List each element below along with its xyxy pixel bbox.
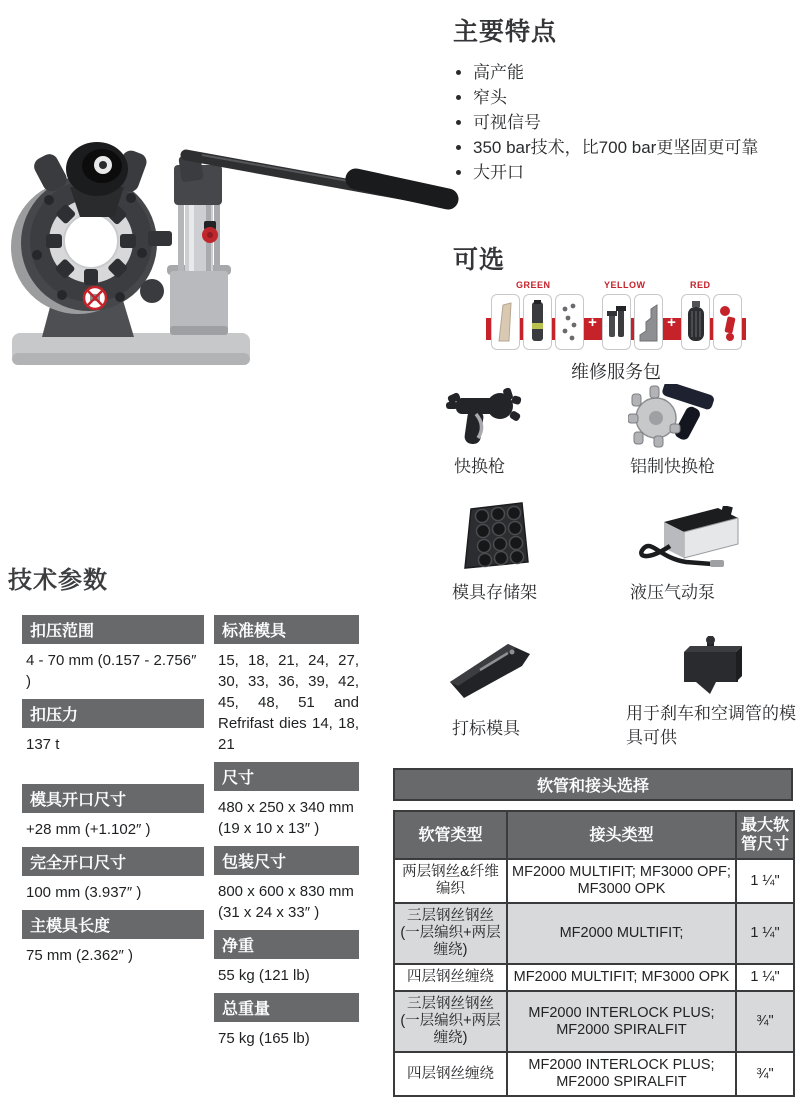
feature-item: • 大开口: [473, 160, 793, 185]
small-parts-icon: [559, 299, 580, 345]
spec-value: +28 mm (+1.102″ ): [26, 821, 151, 838]
hydraulic-air-pump-image: [634, 506, 744, 572]
table-row: [394, 964, 794, 991]
column-header: 最大软管尺寸: [736, 811, 794, 859]
specs-title: 技术参数: [8, 567, 108, 594]
feature-item: • 可视信号: [473, 110, 793, 135]
optional-title: 可选: [453, 246, 506, 274]
spec-value: 137 t: [26, 736, 60, 753]
hose-type-cell: 三层钢丝钢丝 (一层编织+两层缠绕): [394, 991, 507, 1052]
spec-value: 4 - 70 mm (0.157 - 2.756″ ): [26, 652, 197, 690]
spec-label: 扣压范围: [22, 615, 204, 644]
optional-item-label: 用于刹车和空调管的模具可供: [626, 704, 796, 747]
hose-type-cell: 四层钢丝缠绕: [394, 1052, 507, 1096]
max-size-cell: 1 ¼": [736, 859, 794, 903]
optional-item-label: 快换枪: [454, 457, 505, 476]
table-row: [394, 859, 794, 903]
service-pack-card: [555, 294, 584, 350]
spec-value: 15, 18, 21, 24, 27, 30, 33, 36, 39, 42, 45, 48, 51 and Refrifast dies 14, 18, 21: [218, 652, 359, 753]
spec-label: 扣压力: [22, 699, 204, 728]
feature-item: • 350 bar技术，比700 bar更坚固更可靠: [473, 135, 793, 160]
max-size-cell: 1 ¼": [736, 964, 794, 991]
table-row: [394, 1052, 794, 1096]
wedge-stack-icon: [638, 299, 659, 345]
die-storage-rack-image: [462, 502, 532, 574]
max-size-cell: 1 ¼": [736, 903, 794, 964]
features-list: [453, 60, 793, 185]
service-pack-card: [681, 294, 710, 350]
feature-item: • 高产能: [473, 60, 793, 85]
service-pack-card: [713, 294, 742, 350]
seal-set-icon: [606, 299, 627, 345]
service-pack-card: [491, 294, 520, 350]
fitting-type-cell: MF2000 INTERLOCK PLUS; MF2000 SPIRALFIT: [507, 1052, 736, 1096]
hose-table-title: 软管和接头选择: [393, 768, 793, 801]
spec-label: 总重量: [214, 993, 359, 1022]
plus-icon: +: [667, 313, 676, 331]
features-section: [453, 12, 793, 185]
spec-label: 净重: [214, 930, 359, 959]
specs-right-column: [214, 615, 359, 1056]
hose-type-cell: 四层钢丝缠绕: [394, 964, 507, 991]
service-pack-group-label: YELLOW: [604, 280, 646, 290]
brake-ac-die-image: [674, 636, 748, 700]
marking-die-image: [446, 636, 534, 702]
spec-label: 标准模具: [214, 615, 359, 644]
table-row: [394, 991, 794, 1052]
plus-icon: +: [588, 313, 597, 331]
service-pack-figure: [486, 280, 746, 358]
grease-tube-icon: [527, 299, 548, 345]
optional-item-label: 铝制快换枪: [630, 457, 715, 476]
hose-type-cell: 两层钢丝&纤维编织: [394, 859, 507, 903]
fitting-type-cell: MF2000 MULTIFIT; MF3000 OPK: [507, 964, 736, 991]
product-photo-crimping-machine: [2, 95, 460, 385]
table-header-row: [394, 811, 794, 859]
fitting-type-cell: MF2000 MULTIFIT; MF3000 OPF; MF3000 OPK: [507, 859, 736, 903]
spec-label: 包装尺寸: [214, 846, 359, 875]
spec-value: 100 mm (3.937″ ): [26, 884, 142, 901]
quick-change-gun-image: [446, 386, 526, 448]
hose-fitting-table-section: [393, 768, 793, 1097]
red-parts-icon: [717, 299, 738, 345]
spec-label: 模具开口尺寸: [22, 784, 204, 813]
spec-value: 75 mm (2.362″ ): [26, 947, 134, 964]
spec-value: 800 x 600 x 830 mm (31 x 24 x 33″ ): [218, 883, 354, 921]
spec-value: 55 kg (121 lb): [218, 967, 310, 984]
hose-type-cell: 三层钢丝钢丝 (一层编织+两层缠绕): [394, 903, 507, 964]
filter-icon: [685, 299, 706, 345]
max-size-cell: ¾": [736, 991, 794, 1052]
aluminum-quick-change-gun-image: [628, 384, 726, 448]
spec-label: 主模具长度: [22, 910, 204, 939]
fitting-type-cell: MF2000 INTERLOCK PLUS; MF2000 SPIRALFIT: [507, 991, 736, 1052]
specs-left-column: [22, 615, 204, 973]
optional-item-label: 打标模具: [452, 719, 520, 738]
service-pack-group-label: GREEN: [516, 280, 551, 290]
max-size-cell: ¾": [736, 1052, 794, 1096]
service-pack-group-label: RED: [690, 280, 711, 290]
optional-item-label: 模具存储架: [452, 583, 537, 602]
table-row: [394, 903, 794, 964]
features-title: 主要特点: [453, 18, 558, 46]
spec-value: 480 x 250 x 340 mm (19 x 10 x 13″ ): [218, 799, 354, 837]
spec-label: 尺寸: [214, 762, 359, 791]
fitting-type-cell: MF2000 MULTIFIT;: [507, 903, 736, 964]
column-header: 软管类型: [394, 811, 507, 859]
service-pack-card: [602, 294, 631, 350]
spec-label: 完全开口尺寸: [22, 847, 204, 876]
prohibition-icon: [84, 287, 106, 309]
spec-value: 75 kg (165 lb): [218, 1030, 310, 1047]
feature-item: • 窄头: [473, 85, 793, 110]
service-pack-caption: 维修服务包: [571, 362, 661, 382]
service-pack-card: [634, 294, 663, 350]
service-pack-card: [523, 294, 552, 350]
column-header: 接头类型: [507, 811, 736, 859]
optional-item-label: 液压气动泵: [630, 583, 715, 602]
seal-kit-part-icon: [495, 299, 516, 345]
